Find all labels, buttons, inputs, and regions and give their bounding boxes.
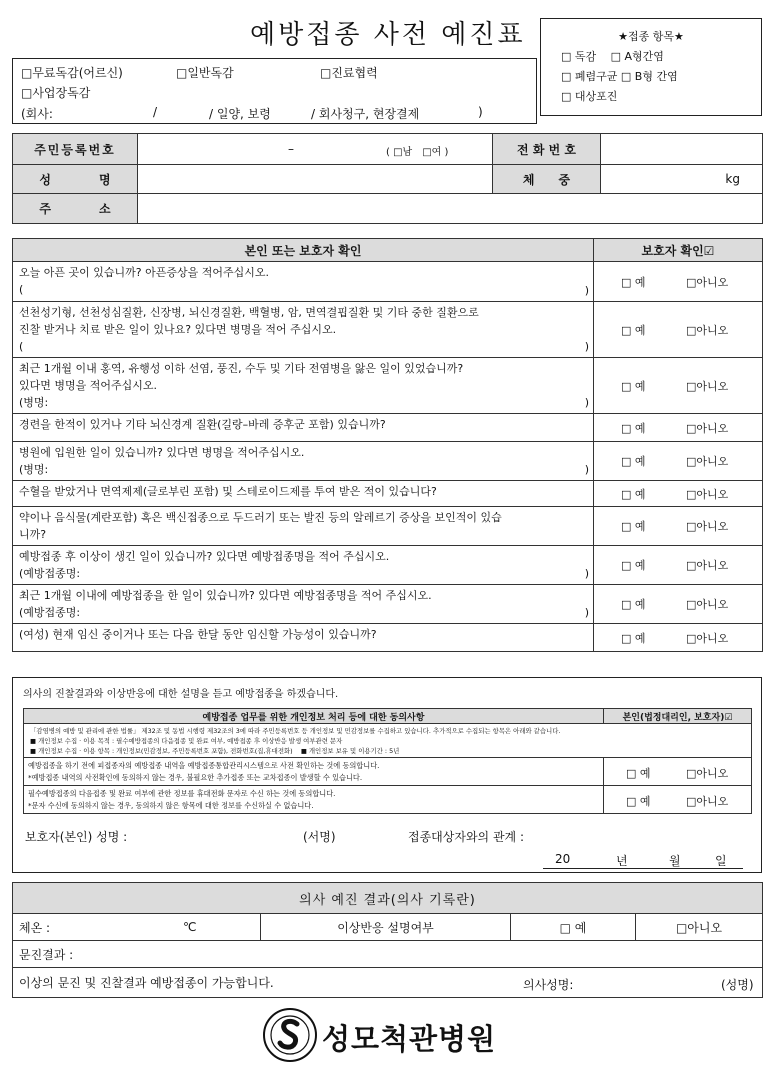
guardian-check-cell bbox=[594, 302, 763, 358]
temperature-label: 체온 : bbox=[19, 920, 51, 935]
rrn-label: 주민등록번호 bbox=[13, 134, 138, 165]
rrn-field[interactable] bbox=[138, 134, 493, 165]
answer-close-paren: ) bbox=[584, 567, 589, 580]
question-row bbox=[13, 302, 763, 358]
consent-sms bbox=[24, 786, 604, 814]
company-close: ) bbox=[478, 105, 483, 119]
privacy-table bbox=[23, 708, 752, 814]
rrn-dash: – bbox=[288, 142, 294, 156]
guardian-name-label: 보호자(본인) 성명 : bbox=[25, 830, 128, 844]
consent-box bbox=[12, 677, 762, 873]
answer-yes-checkbox[interactable]: □ 예 bbox=[621, 323, 646, 337]
question-line: 최근 1개월 이내 홍역, 유행성 이하 선염, 풍진, 수두 및 기타 전염병을 앓은 일이 있었습니까? bbox=[19, 362, 464, 375]
guardian-check-cell bbox=[594, 507, 763, 546]
patient-table bbox=[12, 133, 763, 224]
question-row bbox=[13, 585, 763, 624]
question-text-cell[interactable] bbox=[13, 624, 594, 652]
interview-result-label: 문진결과 : bbox=[19, 947, 74, 962]
name-label: 성 명 bbox=[13, 165, 138, 194]
answer-no-checkbox[interactable]: □아니오 bbox=[686, 520, 729, 533]
answer-close-paren: ) bbox=[584, 340, 589, 353]
question-line: 경련을 한적이 있거나 기타 뇌신경계 질환(길랑–바레 증후군 포함) 있습니까? bbox=[19, 418, 386, 431]
question-text-cell[interactable] bbox=[13, 507, 594, 546]
answer-yes-checkbox[interactable]: □ 예 bbox=[621, 421, 646, 435]
question-line: (예방접종명: bbox=[19, 567, 81, 580]
answer-close-paren: ) bbox=[584, 463, 589, 476]
guardian-check-cell bbox=[594, 358, 763, 414]
answer-no-checkbox[interactable]: □아니오 bbox=[686, 323, 729, 337]
vaccine-box bbox=[540, 18, 762, 116]
question-row bbox=[13, 414, 763, 442]
weight-field[interactable] bbox=[601, 165, 763, 194]
payment-options: / 회사청구, 현장결제 bbox=[311, 107, 420, 121]
consent-prior-yes[interactable]: □ 예 bbox=[626, 767, 651, 780]
type-box bbox=[12, 58, 537, 124]
question-line: 선천성기형, 선천성심질환, 신장병, 뇌신경질환, 백혈병, 암, 면역결핍질환 및 기타 중한 질환으로 bbox=[19, 306, 479, 319]
company-slash: / bbox=[153, 105, 158, 119]
answer-yes-checkbox[interactable]: □ 예 bbox=[621, 520, 646, 533]
privacy-notice bbox=[24, 724, 752, 758]
privacy-consent-header: 본인(법정대리인, 보호자)☑ bbox=[604, 709, 752, 724]
phone-label: 전 화 번 호 bbox=[493, 134, 601, 165]
workplace-flu-checkbox[interactable]: □사업장독감 bbox=[21, 86, 91, 100]
question-line: ( bbox=[19, 340, 24, 353]
question-text-cell[interactable] bbox=[13, 585, 594, 624]
doctor-signature-mark[interactable]: (성명) bbox=[721, 978, 754, 992]
privacy-items: ■ 개인정보 수집 · 이용 항목 : 개인정보(민감정보, 주민등록번호 포함), 전화번호(집,휴대전화) bbox=[30, 746, 293, 755]
answer-no-checkbox[interactable]: □아니오 bbox=[686, 631, 729, 645]
consent-prior-text: 예방접종을 하기 전에 피접종자의 예방접종 내역을 예방접종통합관리시스템으로 사전 확인하는 것에 동의합니다. bbox=[28, 760, 380, 770]
phone-field[interactable] bbox=[601, 134, 763, 165]
question-row bbox=[13, 442, 763, 481]
doctor-confirm-row bbox=[13, 968, 763, 998]
vaccine-heading: ★접종 항목★ bbox=[618, 30, 684, 43]
guardian-check-cell bbox=[594, 546, 763, 585]
question-line: 예방접종 후 이상이 생긴 일이 있습니까? 있다면 예방접종명을 적어 주십시오. bbox=[19, 550, 390, 563]
guardian-header: 보호자 확인☑ bbox=[594, 239, 763, 262]
explain-no[interactable]: □아니오 bbox=[636, 914, 763, 941]
guardian-check-cell bbox=[594, 585, 763, 624]
question-line: 수혈을 받았거나 면역제제(글로부린 포함) 및 스테로이드제를 투여 받은 적이 있습니다? bbox=[19, 485, 437, 498]
referral-checkbox[interactable]: □진료협력 bbox=[320, 66, 378, 80]
celsius-unit: ℃ bbox=[183, 920, 197, 934]
adverse-explain-label: 이상반응 설명여부 bbox=[261, 914, 511, 941]
date-line[interactable] bbox=[543, 852, 743, 869]
hospital-name: 성모척관병원 bbox=[322, 1022, 497, 1056]
answer-no-checkbox[interactable]: □아니오 bbox=[686, 455, 729, 468]
consent-sms-no[interactable]: □아니오 bbox=[686, 795, 729, 808]
answer-no-checkbox[interactable]: □아니오 bbox=[686, 559, 729, 572]
consent-intro: 의사의 진찰결과와 이상반응에 대한 설명을 듣고 예방접종을 하겠습니다. bbox=[23, 689, 339, 700]
company-label: (회사: bbox=[21, 107, 53, 121]
questions-header: 본인 또는 보호자 확인 bbox=[13, 239, 594, 262]
weight-label: 체 중 bbox=[493, 165, 601, 194]
answer-yes-checkbox[interactable]: □ 예 bbox=[621, 275, 646, 289]
answer-no-checkbox[interactable]: □아니오 bbox=[686, 487, 729, 501]
consent-prior-choice bbox=[604, 758, 752, 786]
explain-yes[interactable]: □ 예 bbox=[511, 914, 636, 941]
answer-yes-checkbox[interactable]: □ 예 bbox=[621, 559, 646, 572]
date-month-label: 월 bbox=[669, 854, 681, 868]
vaccine-option-row[interactable]: □ 대상포진 bbox=[561, 90, 618, 103]
date-year: 20 bbox=[555, 852, 571, 866]
temperature-field[interactable] bbox=[13, 914, 261, 941]
consent-sms-yes[interactable]: □ 예 bbox=[626, 795, 651, 808]
answer-no-checkbox[interactable]: □아니오 bbox=[686, 275, 729, 289]
question-line: ( bbox=[19, 283, 24, 296]
guardian-check-cell bbox=[594, 262, 763, 302]
vaccination-ok-text: 이상의 문진 및 진찰결과 예방접종이 가능합니다. bbox=[19, 976, 274, 990]
guardian-check-cell bbox=[594, 414, 763, 442]
answer-yes-checkbox[interactable]: □ 예 bbox=[621, 631, 646, 645]
questions-table bbox=[12, 238, 763, 652]
answer-close-paren: ) bbox=[584, 396, 589, 409]
question-text-cell[interactable] bbox=[13, 546, 594, 585]
consent-sms-note: *문자 수신에 동의하지 않는 경우, 동의하지 않은 항목에 대한 정보를 수신하실 수 없습니다. bbox=[28, 800, 314, 810]
doctor-table bbox=[12, 882, 763, 998]
kg-unit: kg bbox=[725, 172, 740, 186]
question-row bbox=[13, 262, 763, 302]
question-text-cell[interactable] bbox=[13, 442, 594, 481]
question-line: (예방접종명: bbox=[19, 606, 81, 619]
question-text-cell[interactable] bbox=[13, 262, 594, 302]
answer-no-checkbox[interactable]: □아니오 bbox=[686, 379, 729, 393]
consent-prior-check bbox=[24, 758, 604, 786]
gender-checkbox[interactable]: ( □남 □여 ) bbox=[386, 147, 449, 158]
question-row bbox=[13, 624, 763, 652]
name-field[interactable] bbox=[138, 165, 493, 194]
question-line: 있다면 병명을 적어주십시오. bbox=[19, 379, 158, 392]
question-line: 병원에 입원한 일이 있습니까? 있다면 병명을 적어주십시오. bbox=[19, 446, 305, 459]
answer-no-checkbox[interactable]: □아니오 bbox=[686, 421, 729, 435]
question-row bbox=[13, 358, 763, 414]
guardian-check-cell bbox=[594, 481, 763, 507]
question-row bbox=[13, 507, 763, 546]
question-text-cell[interactable] bbox=[13, 481, 594, 507]
date-year-label: 년 bbox=[616, 854, 628, 868]
privacy-law-text: 「감염병의 예방 및 관리에 관한 법률」 제32조 및 동법 시행령 제32조의 3에 따라 주민등록번호 등 개인정보 및 민감정보를 수집하고 있습니다. 추가적으로 수집되는 항목은 아래와 같습니다. bbox=[30, 726, 561, 735]
question-line: 니까? bbox=[19, 528, 47, 541]
answer-yes-checkbox[interactable]: □ 예 bbox=[621, 379, 646, 393]
answer-yes-checkbox[interactable]: □ 예 bbox=[621, 455, 646, 468]
address-label: 주 소 bbox=[13, 194, 138, 224]
question-row bbox=[13, 546, 763, 585]
answer-close-paren: ) bbox=[584, 284, 589, 297]
doctor-section-title: 의사 예진 결과(의사 기록란) bbox=[13, 883, 763, 914]
answer-close-paren: ) bbox=[584, 606, 589, 619]
privacy-title: 예방접종 업무를 위한 개인정보 처리 등에 대한 동의사항 bbox=[24, 709, 604, 724]
answer-no-checkbox[interactable]: □아니오 bbox=[686, 598, 729, 611]
question-text-cell[interactable] bbox=[13, 414, 594, 442]
address-field[interactable] bbox=[138, 194, 763, 224]
privacy-purpose-text: ■ 개인정보 수집 · 이용 목적 : 필수예방접종의 다음접종 및 완료 여부, 예방접종 후 이상반응 발생 여부관련 문자 bbox=[30, 736, 343, 745]
hospital-emblem-icon bbox=[262, 1007, 318, 1063]
question-text-cell[interactable] bbox=[13, 302, 594, 358]
general-flu-checkbox[interactable]: □일반독감 bbox=[176, 66, 234, 80]
consent-prior-note: *예방접종 내역의 사전확인에 동의하지 않는 경우, 불필요한 추가접종 또는 교차접종이 발생할 수 있습니다. bbox=[28, 772, 363, 782]
guardian-signature-mark[interactable]: (서명) bbox=[303, 830, 336, 844]
consent-sms-choice bbox=[604, 786, 752, 814]
interview-result[interactable] bbox=[13, 941, 763, 968]
page-title: 예방접종 사전 예진표 bbox=[250, 20, 526, 50]
question-line: 최근 1개월 이내에 예방접종을 한 일이 있습니까? 있다면 예방접종명을 적어 주십시오. bbox=[19, 589, 432, 602]
answer-yes-checkbox[interactable]: □ 예 bbox=[621, 487, 646, 501]
question-row bbox=[13, 481, 763, 507]
consent-sms-text: 필수예방접종의 다음접종 및 완료 여부에 관한 정보를 휴대전화 문자로 수신 하는 것에 동의합니다. bbox=[28, 788, 336, 798]
privacy-retention: ■ 개인정보 보유 및 이용기간 : 5년 bbox=[300, 746, 400, 755]
hospital-logo bbox=[262, 1007, 512, 1063]
question-line: (병명: bbox=[19, 463, 49, 476]
doctor-name-label: 의사성명: bbox=[523, 978, 574, 992]
vaccine-option-row[interactable]: □ 폐렴구균 □ B형 간염 bbox=[561, 70, 678, 83]
guardian-check-cell bbox=[594, 624, 763, 652]
question-line: 오늘 아픈 곳이 있습니까? 아픈증상을 적어주십시오. bbox=[19, 266, 269, 279]
question-text-cell[interactable] bbox=[13, 358, 594, 414]
question-line: 진찰 받거나 치료 받은 일이 있나요? 있다면 병명을 적어 주십시오. bbox=[19, 323, 337, 336]
privacy-items-text bbox=[30, 746, 745, 756]
date-day-label: 일 bbox=[715, 854, 727, 868]
consent-prior-no[interactable]: □아니오 bbox=[686, 767, 729, 780]
answer-yes-checkbox[interactable]: □ 예 bbox=[621, 598, 646, 611]
guardian-check-cell bbox=[594, 442, 763, 481]
vendor-options: / 일양, 보령 bbox=[209, 107, 271, 121]
free-flu-checkbox[interactable]: □무료독감(어르신) bbox=[21, 66, 123, 80]
question-line: 약이나 음식물(계란포함) 혹은 백신접종으로 두드러기 또는 발진 등의 알레르기 증상을 보인적이 있습 bbox=[19, 511, 502, 524]
question-line: (여성) 현재 임신 중이거나 또는 다음 한달 동안 임신할 가능성이 있습니까? bbox=[19, 628, 377, 641]
relation-label: 접종대상자와의 관계 : bbox=[408, 830, 525, 844]
vaccine-option-row[interactable]: □ 독감 □ A형간염 bbox=[561, 50, 664, 63]
question-line: (병명: bbox=[19, 396, 49, 409]
